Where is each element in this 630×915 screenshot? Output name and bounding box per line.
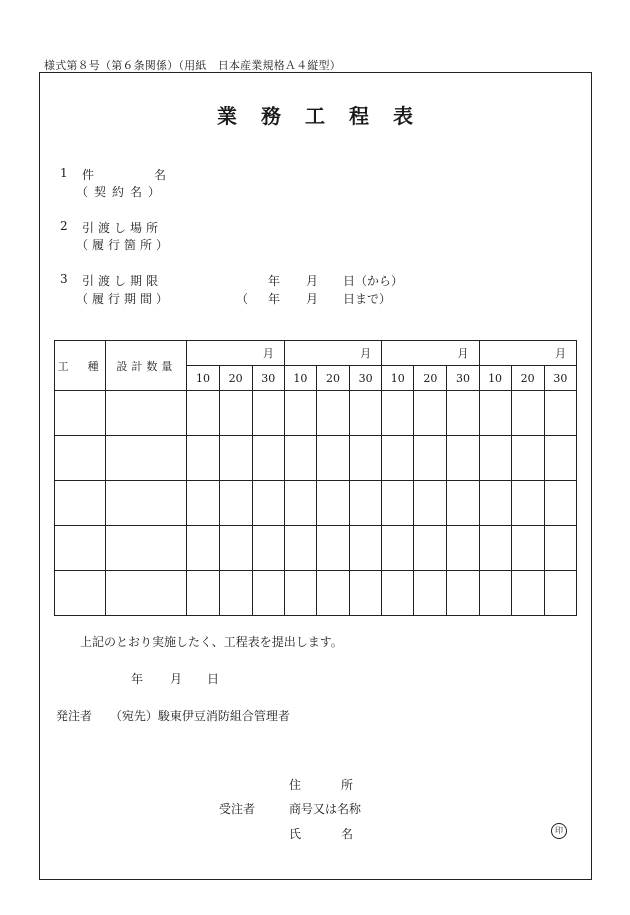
contractor-company-label: 商号又は名称 [289,802,362,816]
header-work-type: 工 種 [55,341,106,391]
issuer-addressee: （宛先）駿東伊豆消防組合管理者 [109,709,290,723]
cell-design-quantity [106,391,187,436]
cell-design-quantity [106,481,187,526]
field-sublabel-contract-name: （契約名） [76,185,167,199]
cell-schedule [479,571,511,616]
table-row [55,436,577,481]
header-day: 10 [284,366,316,391]
header-day: 10 [479,366,511,391]
header-month: 月 [382,341,479,366]
cell-schedule [447,526,479,571]
cell-design-quantity [106,436,187,481]
cell-schedule [187,526,219,571]
cell-schedule [414,526,447,571]
cell-schedule [382,526,414,571]
cell-schedule [316,391,349,436]
cell-schedule [350,526,382,571]
header-day: 10 [382,366,414,391]
cell-schedule [479,436,511,481]
cell-schedule [219,571,252,616]
header-day: 30 [447,366,479,391]
submit-month: 月 [170,672,183,686]
header-day: 20 [219,366,252,391]
header-month: 月 [187,341,284,366]
table-header-row [55,341,577,366]
table-row [55,391,577,436]
header-day: 20 [414,366,447,391]
header-month: 月 [284,341,381,366]
field-label-subject: 件 名 [82,168,173,182]
field-sublabel-performance-period: （履行期間） [76,292,173,306]
cell-schedule [316,481,349,526]
cell-schedule [382,436,414,481]
deadline-month: 月 [306,274,319,288]
form-title: 業務工程表 [217,104,437,128]
table-row [55,481,577,526]
form-header-note: 様式第８号（第６条関係）（用紙 日本産業規格Ａ４縦型） [44,59,341,72]
cell-schedule [187,436,219,481]
submission-statement: 上記のとおり実施したく、工程表を提出します。 [80,635,343,649]
header-design-quantity: 設計数量 [106,341,187,391]
issuer-line [56,707,290,724]
cell-schedule [544,571,576,616]
contractor-name-label: 氏 名 [289,827,355,841]
field-label-delivery-deadline: 引渡し期限 [82,274,163,288]
cell-schedule [284,391,316,436]
deadline-day-from: 日（から） [343,274,404,288]
cell-work-type [55,526,106,571]
cell-schedule [447,436,479,481]
cell-work-type [55,436,106,481]
table-body [55,391,577,616]
cell-schedule [414,391,447,436]
cell-schedule [447,571,479,616]
cell-work-type [55,391,106,436]
header-day: 20 [511,366,544,391]
cell-schedule [479,391,511,436]
period-open-paren: （ [236,292,249,306]
cell-schedule [414,436,447,481]
cell-schedule [511,436,544,481]
cell-schedule [414,571,447,616]
submit-year: 年 [131,672,144,686]
header-day: 10 [187,366,219,391]
cell-schedule [382,391,414,436]
cell-work-type [55,571,106,616]
cell-schedule [252,571,284,616]
cell-schedule [511,526,544,571]
deadline-year: 年 [268,274,281,288]
cell-schedule [316,571,349,616]
field-number: 3 [60,272,68,286]
cell-schedule [544,391,576,436]
cell-schedule [252,436,284,481]
schedule-table [54,340,577,616]
cell-schedule [316,526,349,571]
cell-schedule [447,481,479,526]
cell-schedule [414,481,447,526]
field-label-delivery-place: 引渡し場所 [82,221,163,235]
cell-schedule [350,391,382,436]
header-day: 30 [350,366,382,391]
period-day-until: 日まで） [343,292,392,306]
cell-schedule [479,481,511,526]
cell-schedule [187,481,219,526]
cell-schedule [544,436,576,481]
cell-schedule [382,481,414,526]
cell-schedule [479,526,511,571]
cell-schedule [544,481,576,526]
seal-mark: 印 [551,823,567,839]
cell-schedule [382,571,414,616]
cell-schedule [284,571,316,616]
header-month: 月 [479,341,576,366]
cell-schedule [219,481,252,526]
field-sublabel-performance-site: （履行箇所） [76,238,173,252]
cell-schedule [511,481,544,526]
cell-schedule [219,436,252,481]
table-row [55,526,577,571]
cell-schedule [252,526,284,571]
cell-schedule [252,391,284,436]
contractor-address-label: 住 所 [289,778,355,792]
contractor-label: 受注者 [219,802,256,816]
cell-schedule [350,481,382,526]
cell-schedule [284,436,316,481]
cell-schedule [252,481,284,526]
field-number: 2 [60,219,68,233]
cell-schedule [544,526,576,571]
header-day: 30 [544,366,576,391]
header-day: 30 [252,366,284,391]
cell-schedule [219,526,252,571]
field-number: 1 [60,166,68,180]
period-year: 年 [268,292,281,306]
cell-schedule [316,436,349,481]
header-day: 20 [316,366,349,391]
cell-schedule [511,391,544,436]
cell-schedule [350,571,382,616]
cell-schedule [284,481,316,526]
cell-work-type [55,481,106,526]
cell-schedule [350,436,382,481]
cell-schedule [284,526,316,571]
cell-schedule [511,571,544,616]
table-row [55,571,577,616]
cell-schedule [187,571,219,616]
submit-day: 日 [207,672,220,686]
period-month: 月 [306,292,319,306]
cell-schedule [447,391,479,436]
cell-schedule [187,391,219,436]
cell-design-quantity [106,571,187,616]
cell-schedule [219,391,252,436]
cell-design-quantity [106,526,187,571]
issuer-label: 発注者 [56,709,93,723]
